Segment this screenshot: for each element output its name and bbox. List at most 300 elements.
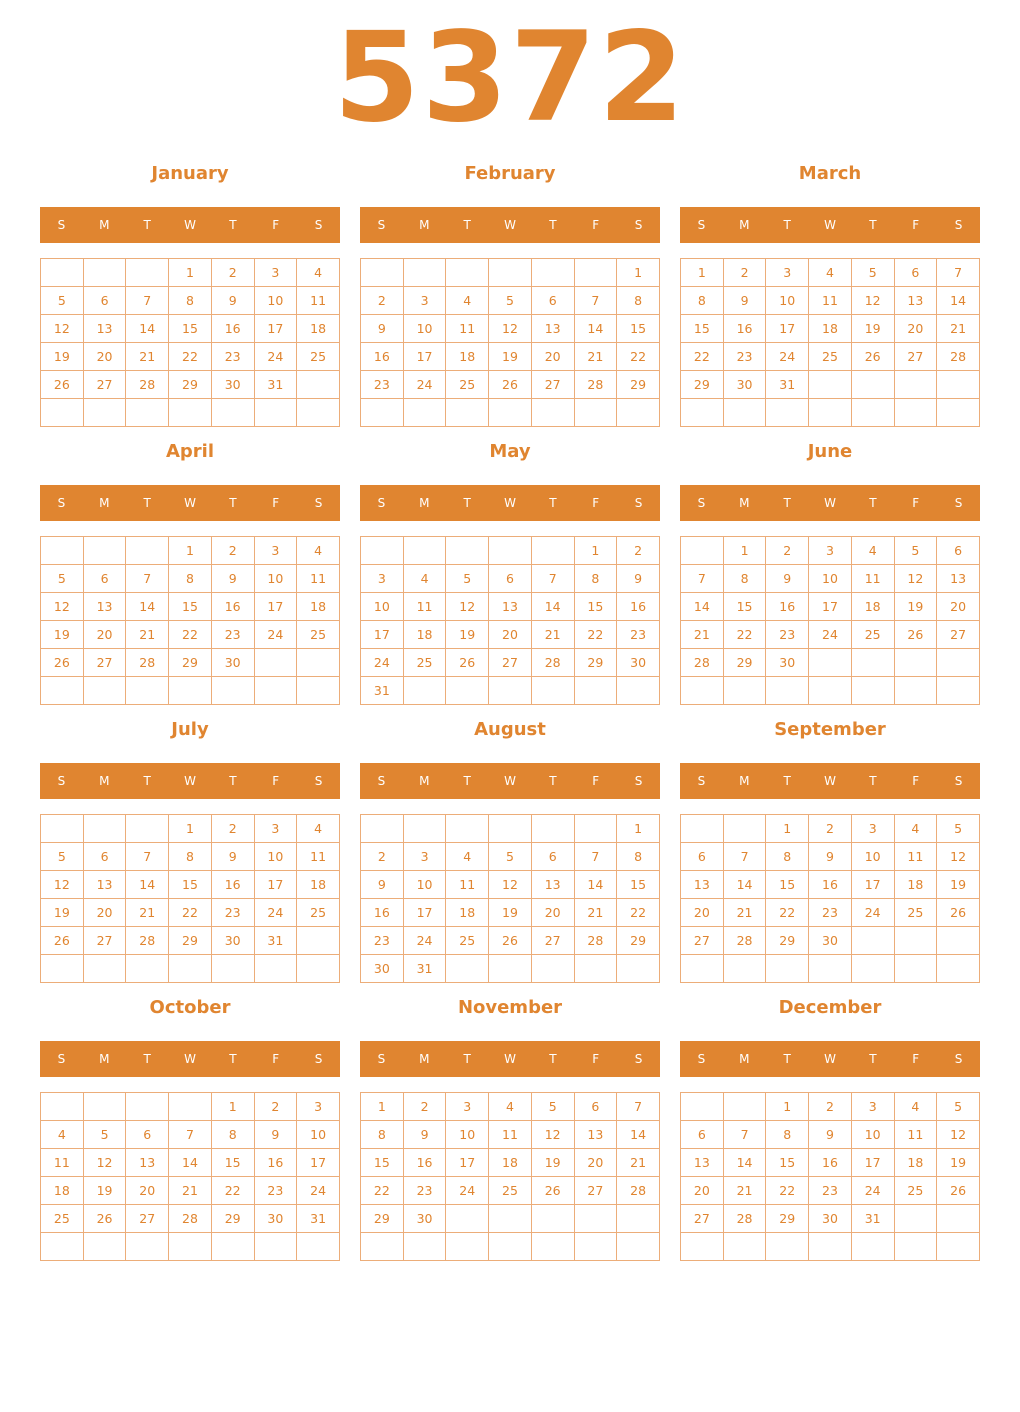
day-cell: [211, 955, 254, 983]
day-cell: [489, 1233, 532, 1261]
week-row: [41, 843, 340, 871]
day-cell: 4: [403, 565, 446, 593]
day-cell: [361, 1233, 404, 1261]
day-cell: 5: [531, 1093, 574, 1121]
day-cell: 18: [894, 871, 937, 899]
day-cell: 4: [446, 843, 489, 871]
day-cell: [83, 677, 126, 705]
day-cell: [531, 1205, 574, 1233]
day-cell: 10: [361, 593, 404, 621]
day-cell: 27: [83, 649, 126, 677]
day-cell: 28: [723, 1205, 766, 1233]
day-cell: [446, 815, 489, 843]
day-cell: [809, 649, 852, 677]
weekday-label: T: [463, 1052, 471, 1066]
day-cell: 20: [83, 343, 126, 371]
weekday-label: T: [783, 496, 791, 510]
week-row: [361, 843, 660, 871]
month-name: October: [149, 997, 231, 1018]
week-row: [41, 899, 340, 927]
day-cell: 22: [766, 1177, 809, 1205]
day-cell: [297, 1233, 340, 1261]
day-cell: 4: [297, 815, 340, 843]
day-cell: 23: [617, 621, 660, 649]
weekday-label: S: [634, 1052, 643, 1066]
week-row: [361, 815, 660, 843]
day-cell: 1: [169, 259, 212, 287]
week-row: [361, 1121, 660, 1149]
day-cell: [531, 399, 574, 427]
weekday-label: T: [549, 496, 557, 510]
day-cell: [41, 537, 84, 565]
weekday-label: W: [824, 774, 836, 788]
week-row: [41, 343, 340, 371]
day-cell: 8: [169, 287, 212, 315]
day-cell: 2: [723, 259, 766, 287]
day-cell: 22: [766, 899, 809, 927]
day-cell: 31: [403, 955, 446, 983]
day-cell: 5: [41, 287, 84, 315]
day-cell: 11: [809, 287, 852, 315]
week-row: [361, 621, 660, 649]
day-cell: 2: [361, 287, 404, 315]
day-cell: 31: [254, 371, 297, 399]
day-cell: 30: [617, 649, 660, 677]
day-cell: 8: [766, 843, 809, 871]
day-cell: 18: [809, 315, 852, 343]
day-cell: 19: [83, 1177, 126, 1205]
day-grid: [40, 536, 340, 705]
day-cell: 13: [937, 565, 980, 593]
day-cell: 19: [489, 899, 532, 927]
day-cell: 3: [766, 259, 809, 287]
day-cell: [681, 537, 724, 565]
day-cell: 5: [41, 843, 84, 871]
day-cell: 27: [681, 927, 724, 955]
day-cell: [211, 1233, 254, 1261]
day-cell: 1: [211, 1093, 254, 1121]
day-cell: [489, 537, 532, 565]
day-cell: 6: [937, 537, 980, 565]
day-grid: [680, 814, 980, 983]
weekday-label: T: [463, 218, 471, 232]
week-row: [361, 1177, 660, 1205]
day-cell: 4: [41, 1121, 84, 1149]
week-row: [361, 1233, 660, 1261]
day-cell: [894, 1205, 937, 1233]
day-cell: [297, 955, 340, 983]
day-cell: 17: [851, 871, 894, 899]
day-cell: 13: [574, 1121, 617, 1149]
day-cell: 15: [361, 1149, 404, 1177]
day-cell: 9: [211, 565, 254, 593]
day-cell: 1: [681, 259, 724, 287]
weekday-label: T: [143, 496, 151, 510]
week-row: [41, 927, 340, 955]
day-cell: 28: [574, 927, 617, 955]
month-october: [40, 993, 340, 1226]
day-cell: 5: [41, 565, 84, 593]
day-cell: 20: [937, 593, 980, 621]
month-january: [40, 159, 340, 392]
weekday-label: S: [57, 774, 66, 788]
day-cell: 3: [851, 1093, 894, 1121]
day-cell: 24: [361, 649, 404, 677]
day-cell: 8: [169, 565, 212, 593]
day-cell: 26: [937, 1177, 980, 1205]
day-cell: 26: [531, 1177, 574, 1205]
week-row: [361, 1149, 660, 1177]
day-cell: 1: [617, 815, 660, 843]
day-cell: 24: [766, 343, 809, 371]
weekday-label: W: [824, 218, 836, 232]
week-row: [41, 565, 340, 593]
day-cell: [169, 677, 212, 705]
day-cell: 6: [126, 1121, 169, 1149]
day-cell: 22: [169, 343, 212, 371]
day-cell: [681, 815, 724, 843]
day-cell: 29: [169, 371, 212, 399]
day-cell: 7: [126, 287, 169, 315]
day-cell: 21: [126, 899, 169, 927]
day-cell: 9: [723, 287, 766, 315]
week-row: [361, 565, 660, 593]
weekday-label: M: [419, 496, 430, 510]
day-cell: [254, 399, 297, 427]
day-cell: 28: [531, 649, 574, 677]
day-cell: 15: [766, 871, 809, 899]
weekday-label: W: [184, 496, 196, 510]
day-cell: [617, 1233, 660, 1261]
day-cell: 29: [723, 649, 766, 677]
day-cell: 10: [254, 843, 297, 871]
day-cell: 8: [617, 843, 660, 871]
day-cell: [211, 399, 254, 427]
day-cell: 6: [531, 843, 574, 871]
weekday-header: [680, 485, 980, 521]
weekday-header: [360, 763, 660, 799]
weekday-label: T: [143, 218, 151, 232]
day-cell: [126, 815, 169, 843]
day-cell: [894, 1233, 937, 1261]
weekday-label: S: [634, 218, 643, 232]
weekday-label: W: [504, 496, 516, 510]
day-cell: [361, 259, 404, 287]
weekday-label: S: [314, 218, 323, 232]
day-cell: 16: [361, 343, 404, 371]
day-cell: [937, 649, 980, 677]
weekday-label: S: [57, 1052, 66, 1066]
day-grid: [40, 814, 340, 983]
day-cell: [766, 955, 809, 983]
week-row: [681, 843, 980, 871]
day-cell: [361, 537, 404, 565]
day-cell: [531, 955, 574, 983]
weekday-label: S: [697, 774, 706, 788]
day-cell: [851, 371, 894, 399]
day-cell: [297, 649, 340, 677]
month-may: [360, 437, 660, 698]
day-cell: [489, 399, 532, 427]
day-cell: 9: [809, 843, 852, 871]
day-cell: [297, 371, 340, 399]
weekday-label: S: [314, 1052, 323, 1066]
day-cell: 24: [851, 1177, 894, 1205]
day-cell: 9: [617, 565, 660, 593]
day-cell: 27: [83, 927, 126, 955]
day-cell: [851, 955, 894, 983]
day-cell: 2: [211, 537, 254, 565]
day-cell: [361, 815, 404, 843]
day-cell: 26: [41, 649, 84, 677]
day-cell: [809, 399, 852, 427]
day-cell: [851, 677, 894, 705]
weekday-label: T: [869, 496, 877, 510]
day-cell: [126, 399, 169, 427]
weekday-label: T: [869, 774, 877, 788]
day-cell: 12: [446, 593, 489, 621]
weekday-label: T: [463, 496, 471, 510]
weekday-label: S: [314, 496, 323, 510]
day-cell: 27: [489, 649, 532, 677]
weekday-label: W: [184, 1052, 196, 1066]
day-cell: [937, 927, 980, 955]
day-cell: 6: [681, 843, 724, 871]
day-cell: 22: [169, 899, 212, 927]
day-cell: 6: [531, 287, 574, 315]
weekday-label: S: [954, 496, 963, 510]
day-cell: [83, 537, 126, 565]
day-cell: 10: [446, 1121, 489, 1149]
day-cell: 21: [617, 1149, 660, 1177]
day-cell: 8: [211, 1121, 254, 1149]
day-cell: 2: [809, 815, 852, 843]
day-cell: [531, 537, 574, 565]
day-cell: 16: [809, 871, 852, 899]
day-cell: 26: [41, 371, 84, 399]
weekday-label: M: [739, 774, 750, 788]
day-cell: 1: [766, 1093, 809, 1121]
week-row: [681, 1149, 980, 1177]
day-cell: [297, 399, 340, 427]
day-cell: 25: [41, 1205, 84, 1233]
day-cell: 20: [83, 621, 126, 649]
day-cell: [403, 677, 446, 705]
day-cell: [937, 955, 980, 983]
day-cell: 23: [723, 343, 766, 371]
day-cell: 6: [489, 565, 532, 593]
day-cell: 3: [851, 815, 894, 843]
week-row: [681, 677, 980, 705]
weekday-label: T: [143, 1052, 151, 1066]
day-cell: 12: [531, 1121, 574, 1149]
day-cell: [681, 399, 724, 427]
day-cell: 25: [297, 899, 340, 927]
day-cell: [809, 955, 852, 983]
month-name: April: [165, 441, 215, 462]
day-cell: [574, 1205, 617, 1233]
day-cell: 30: [403, 1205, 446, 1233]
weekday-label: T: [229, 1052, 237, 1066]
day-grid: [680, 258, 980, 427]
day-grid: [680, 536, 980, 705]
month-march: [680, 159, 980, 392]
week-row: [41, 371, 340, 399]
day-cell: [937, 399, 980, 427]
day-cell: 28: [574, 371, 617, 399]
day-cell: 13: [531, 315, 574, 343]
day-cell: 13: [894, 287, 937, 315]
day-cell: 17: [851, 1149, 894, 1177]
weekday-label: W: [184, 774, 196, 788]
weekday-label: T: [549, 1052, 557, 1066]
weekday-label: F: [912, 496, 920, 510]
day-cell: 16: [211, 871, 254, 899]
day-cell: 12: [489, 315, 532, 343]
day-cell: 19: [894, 593, 937, 621]
day-cell: 7: [531, 565, 574, 593]
day-cell: 27: [894, 343, 937, 371]
weekday-label: S: [634, 496, 643, 510]
day-cell: 15: [169, 871, 212, 899]
day-cell: 5: [489, 843, 532, 871]
day-cell: 16: [361, 899, 404, 927]
day-grid: [360, 1092, 660, 1261]
month-july: [40, 715, 340, 948]
month-june: [680, 437, 980, 670]
weekday-label: F: [272, 496, 280, 510]
day-cell: 11: [403, 593, 446, 621]
week-row: [361, 287, 660, 315]
day-cell: [937, 1233, 980, 1261]
day-cell: 21: [937, 315, 980, 343]
day-cell: 28: [126, 649, 169, 677]
day-cell: 30: [766, 649, 809, 677]
day-cell: 29: [574, 649, 617, 677]
day-cell: 23: [809, 899, 852, 927]
day-cell: 10: [851, 843, 894, 871]
day-cell: 7: [723, 1121, 766, 1149]
day-cell: 30: [809, 1205, 852, 1233]
day-cell: 15: [766, 1149, 809, 1177]
day-cell: 26: [489, 927, 532, 955]
day-cell: 7: [723, 843, 766, 871]
week-row: [681, 287, 980, 315]
day-cell: 16: [809, 1149, 852, 1177]
day-cell: 3: [403, 843, 446, 871]
day-cell: 6: [83, 287, 126, 315]
month-name: May: [489, 441, 531, 462]
day-cell: 25: [446, 927, 489, 955]
day-cell: 14: [681, 593, 724, 621]
week-row: [41, 1149, 340, 1177]
day-cell: [681, 1093, 724, 1121]
day-cell: 15: [617, 871, 660, 899]
weekday-label: F: [592, 774, 600, 788]
week-row: [41, 399, 340, 427]
day-cell: 3: [361, 565, 404, 593]
day-cell: 6: [681, 1121, 724, 1149]
day-cell: [126, 1233, 169, 1261]
weekday-label: T: [229, 496, 237, 510]
week-row: [361, 871, 660, 899]
day-cell: 18: [851, 593, 894, 621]
day-cell: 28: [681, 649, 724, 677]
day-cell: 18: [446, 343, 489, 371]
day-cell: [894, 677, 937, 705]
week-row: [681, 593, 980, 621]
day-cell: 7: [126, 565, 169, 593]
weekday-label: S: [697, 496, 706, 510]
day-cell: 23: [361, 927, 404, 955]
day-cell: 24: [297, 1177, 340, 1205]
week-row: [41, 593, 340, 621]
day-cell: 14: [574, 315, 617, 343]
day-cell: 15: [681, 315, 724, 343]
day-cell: [851, 1233, 894, 1261]
day-cell: 1: [766, 815, 809, 843]
day-cell: 26: [83, 1205, 126, 1233]
day-cell: 17: [403, 343, 446, 371]
weekday-label: M: [99, 1052, 110, 1066]
week-row: [41, 871, 340, 899]
day-cell: 27: [83, 371, 126, 399]
day-cell: 17: [297, 1149, 340, 1177]
day-cell: [851, 649, 894, 677]
weekday-label: M: [99, 774, 110, 788]
day-cell: 4: [489, 1093, 532, 1121]
day-cell: 27: [937, 621, 980, 649]
weekday-label: M: [99, 218, 110, 232]
week-row: [361, 315, 660, 343]
day-cell: 30: [211, 371, 254, 399]
day-cell: 24: [254, 343, 297, 371]
weekday-header: [680, 763, 980, 799]
week-row: [361, 927, 660, 955]
day-cell: 15: [211, 1149, 254, 1177]
day-cell: 31: [254, 927, 297, 955]
day-cell: [126, 537, 169, 565]
day-cell: 17: [254, 871, 297, 899]
day-cell: 6: [894, 259, 937, 287]
day-cell: 4: [297, 537, 340, 565]
day-cell: 14: [617, 1121, 660, 1149]
weekday-label: M: [419, 1052, 430, 1066]
day-cell: 24: [403, 371, 446, 399]
week-row: [681, 1093, 980, 1121]
day-cell: 2: [211, 259, 254, 287]
day-cell: 7: [617, 1093, 660, 1121]
day-cell: [446, 259, 489, 287]
day-cell: 29: [617, 371, 660, 399]
day-cell: 15: [169, 315, 212, 343]
day-cell: 10: [403, 315, 446, 343]
weekday-header: [360, 207, 660, 243]
day-cell: 4: [894, 815, 937, 843]
week-row: [41, 315, 340, 343]
day-cell: 19: [41, 343, 84, 371]
day-cell: 20: [894, 315, 937, 343]
week-row: [681, 1121, 980, 1149]
day-cell: 13: [126, 1149, 169, 1177]
day-cell: [531, 259, 574, 287]
weekday-label: T: [229, 218, 237, 232]
day-cell: 28: [723, 927, 766, 955]
day-cell: 2: [254, 1093, 297, 1121]
day-cell: 25: [297, 621, 340, 649]
day-cell: 10: [851, 1121, 894, 1149]
day-cell: 8: [361, 1121, 404, 1149]
